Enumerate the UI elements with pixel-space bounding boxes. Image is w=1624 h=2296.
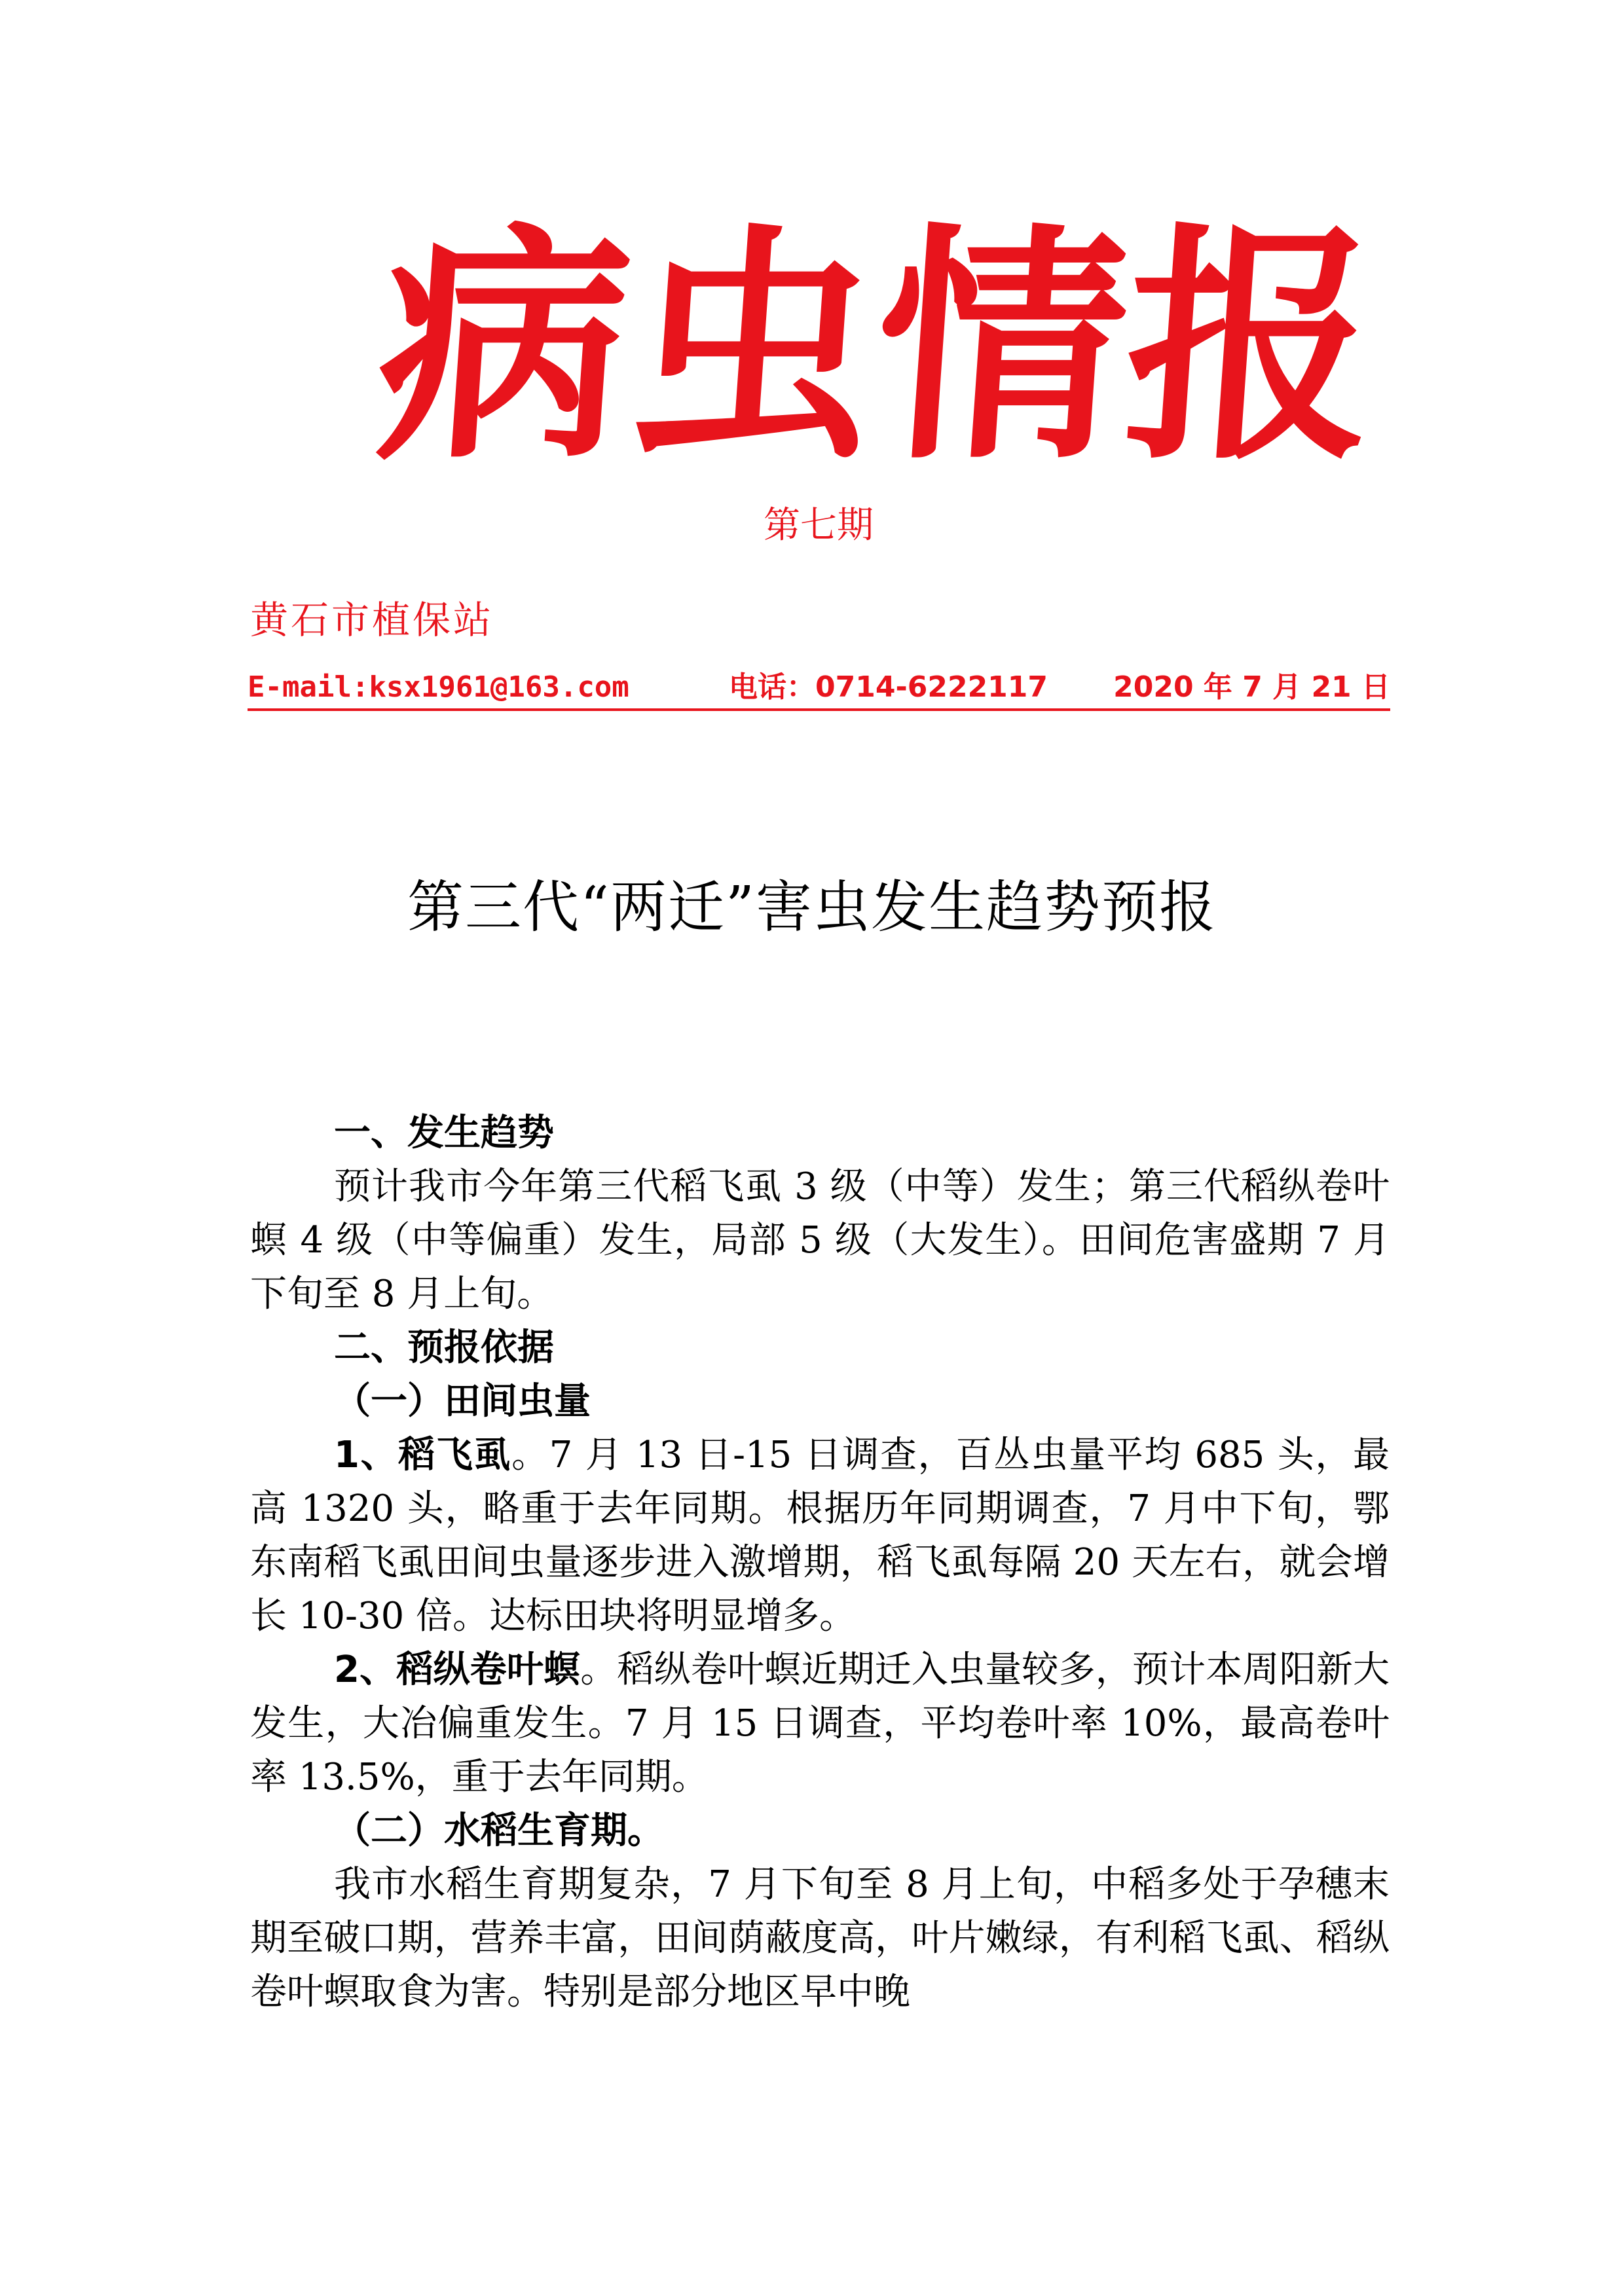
section-heading-trend: 一、发生趋势 [334,1112,554,1154]
masthead-char-2: 虫 [618,200,888,493]
header-divider [248,708,1390,711]
phone-number: 电话：0714-6222117 [729,670,1048,704]
subheading-field-pests: （一）田间虫量 [334,1380,591,1423]
paragraph-leafroller [250,1643,1390,1804]
paragraph-leafroller-text: 。稻纵卷叶螟近期迁入虫量较多，预计本周阳新大发生，大冶偏重发生。7 月 15 日调查，平均卷叶率 10%，最高卷叶率 13.5%，重于去年同期。 [250,1649,1390,1798]
paragraph-planthopper-text: 。7 月 13 日-15 日调查，百丛虫量平均 685 头，最高 1320 头，略重于去年同期。根据历年同期调查，7 月中下旬，鄂东南稻飞虱田间虫量逐步进入激增期，稻飞虱每隔 20 天左右，就会增长 10-30 倍。达标田块将明显增多。 [250,1434,1390,1637]
masthead-logo [369,190,1386,504]
paragraph-growth-stage: 我市水稻生育期复杂，7 月下旬至 8 月上旬，中稻多处于孕穗末期至破口期，营养丰富，田间荫蔽度高，叶片嫩绿，有利稻飞虱、稻纵卷叶螟取食为害。特别是部分地区早中晚 [250,1863,1390,2013]
paragraph-trend: 预计我市今年第三代稻飞虱 3 级（中等）发生；第三代稻纵卷叶螟 4 级（中等偏重）发生，局部 5 级（大发生）。田间危害盛期 7 月下旬至 8 月上旬。 [250,1165,1390,1315]
contact-row [248,669,1390,712]
masthead-char-3: 情 [867,200,1137,493]
document-title: 第三代“两迁”害虫发生趋势预报 [407,875,1217,940]
organization-name: 黄石市植保站 [250,598,494,642]
document-body [250,1106,1390,2019]
masthead-char-1: 病 [369,200,639,493]
section-heading-basis: 二、预报依据 [334,1326,554,1369]
paragraph-leafroller-lead: 2、稻纵卷叶螟 [334,1649,581,1691]
masthead-char-4: 报 [1116,200,1386,493]
email-address: E-mail:ksx1961@163.com [248,670,629,704]
paragraph-planthopper [250,1429,1390,1643]
issue-date: 2020 年 7 月 21 日 [1113,670,1390,704]
paragraph-planthopper-lead: 1、稻飞虱 [334,1434,512,1476]
issue-number: 第七期 [764,504,874,547]
subheading-growth-stage: （二）水稻生育期。 [334,1810,664,1852]
